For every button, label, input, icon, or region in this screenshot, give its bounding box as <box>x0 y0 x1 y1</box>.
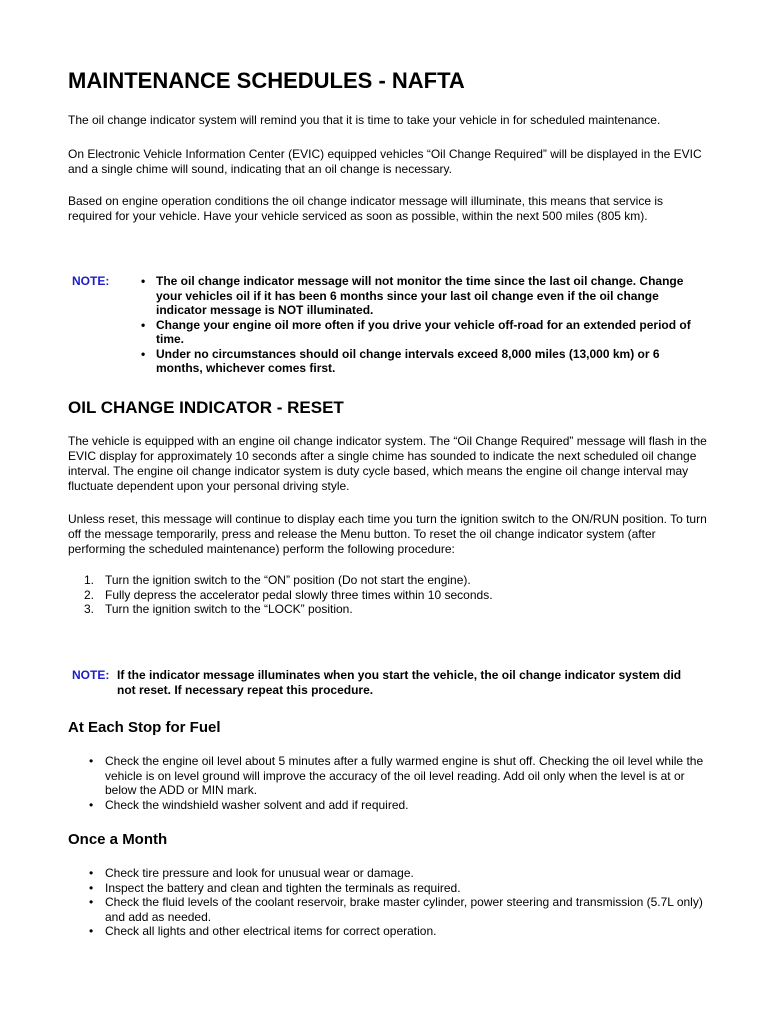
section-heading-fuel-stop: At Each Stop for Fuel <box>68 719 221 736</box>
reset-steps-list <box>82 573 702 617</box>
intro-paragraph-3: Based on engine operation conditions the oil change indicator message will illuminate, this means that service is required for your vehicle. Have your vehicle serviced as soon as possible, within the next 500 miles (805 km). <box>68 194 664 223</box>
step-text: Fully depress the accelerator pedal slowly three times within 10 seconds. <box>105 587 493 602</box>
list-item: • Inspect the battery and clean and tighten the terminals as required. <box>89 881 709 896</box>
page-title: MAINTENANCE SCHEDULES - NAFTA <box>68 68 465 93</box>
note-label: NOTE: <box>72 274 110 288</box>
step-text: Turn the ignition switch to the “ON” position (Do not start the engine). <box>105 573 471 587</box>
section-heading-reset: OIL CHANGE INDICATOR - RESET <box>68 398 344 417</box>
monthly-list <box>89 866 709 939</box>
list-item: • Check the engine oil level about 5 minutes after a fully warmed engine is shut off. Checking the oil level while the vehicle is on level ground will improve the accuracy of the oil level reading. Add oil only when the level is at or below the ADD or MIN mark. <box>89 754 709 798</box>
list-item: • Check the windshield washer solvent and add if required. <box>89 798 709 813</box>
step-item <box>82 588 702 603</box>
step-text: Turn the ignition switch to the “LOCK” position. <box>105 602 353 616</box>
list-item: • Check the fluid levels of the coolant reservoir, brake master cylinder, power steering and transmission (5.7L only) and add as needed. <box>89 895 709 924</box>
fuel-stop-list <box>89 754 709 812</box>
list-item: • Check all lights and other electrical items for correct operation. <box>89 924 709 939</box>
step-number: 1. <box>84 573 95 587</box>
note-text: If the indicator message illuminates when you start the vehicle, the oil change indicator system did not reset. If necessary repeat this procedure. <box>117 668 682 697</box>
step-number: 3. <box>84 602 95 616</box>
section-heading-monthly: Once a Month <box>68 831 168 848</box>
list-item: • Check tire pressure and look for unusual wear or damage. <box>89 866 709 881</box>
note-bullet-item: • The oil change indicator message will not monitor the time since the last oil change. Change your vehicles oil if it has been 6 months since your last oil change even if the oil change indicator message is NOT illuminated. <box>139 274 699 318</box>
step-item <box>82 573 702 588</box>
note-bullet-item: • Under no circumstances should oil change intervals exceed 8,000 miles (13,000 km) or 6 months, whichever comes first. <box>139 347 699 376</box>
note-bullet-list <box>139 274 699 376</box>
reset-paragraph-1: The vehicle is equipped with an engine oil change indicator system. The “Oil Change Required” message will flash in the EVIC display for approximately 10 seconds after a single chime has sounded to indicate the next scheduled oil change interval. The engine oil change indicator system is duty cycle based, which means the engine oil change interval may fluctuate dependent upon your personal driving style. <box>68 434 707 493</box>
step-item <box>82 602 702 617</box>
intro-paragraph-2: On Electronic Vehicle Information Center (EVIC) equipped vehicles “Oil Change Required” will be displayed in the EVIC and a single chime will sound, indicating that an oil change is necessary. <box>68 147 702 176</box>
reset-paragraph-2: Unless reset, this message will continue to display each time you turn the ignition switch to the ON/RUN position. To turn off the message temporarily, press and release the Menu button. To reset the oil change indicator system (after performing the scheduled maintenance) perform the following procedure: <box>68 512 707 556</box>
note-label: NOTE: <box>72 668 110 682</box>
intro-paragraph-1: The oil change indicator system will remind you that it is time to take your vehicle in for scheduled maintenance. <box>68 113 661 127</box>
note-bullet-item: • Change your engine oil more often if you drive your vehicle off-road for an extended period of time. <box>139 318 699 347</box>
step-number: 2. <box>84 587 95 602</box>
